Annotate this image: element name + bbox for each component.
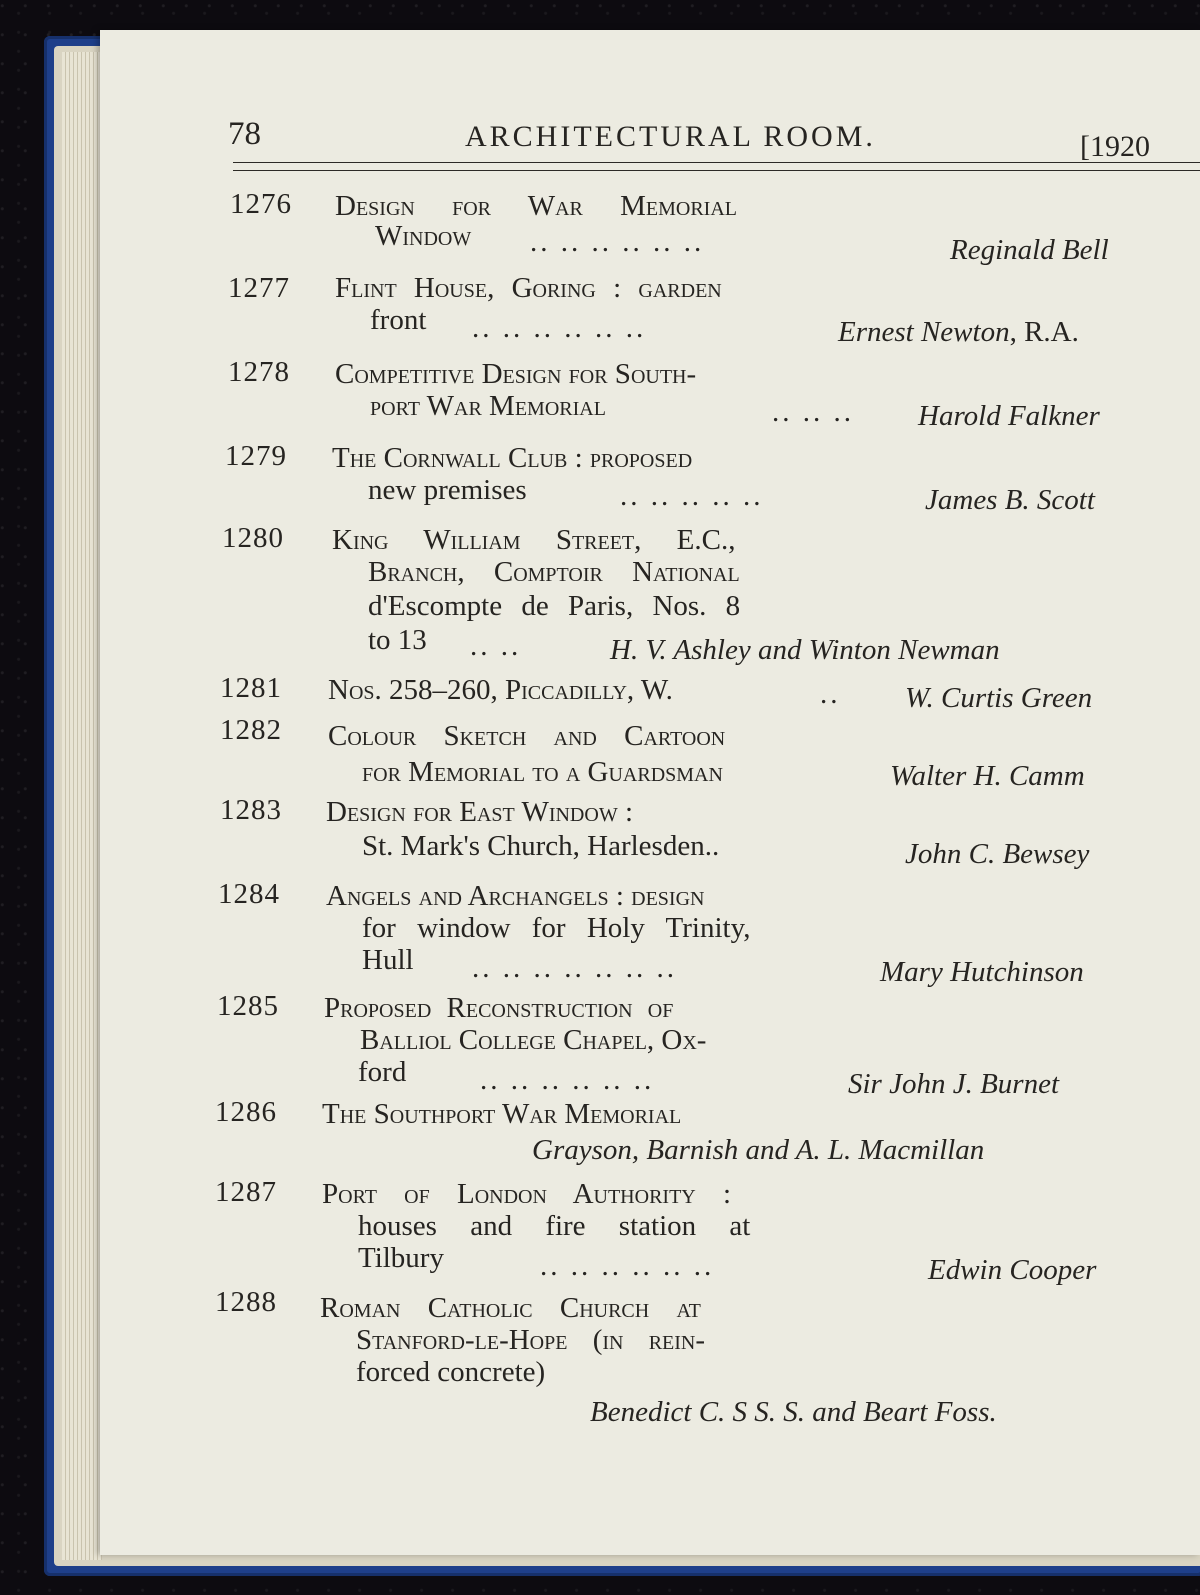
entry-number: 1284	[218, 878, 280, 910]
entry-author: Reginald Bell	[950, 234, 1109, 266]
header-rule	[233, 170, 1200, 171]
entry-title-line: King William Street, E.C.,	[332, 524, 736, 556]
entry-title-line: Flint House, Goring : garden	[335, 272, 722, 304]
entry-author: Grayson, Barnish and A. L. Macmillan	[532, 1134, 985, 1166]
entry-author: Benedict C. S S. S. and Beart Foss.	[590, 1396, 997, 1428]
entry-number: 1283	[220, 794, 282, 826]
entry-title-line: to 13	[368, 624, 427, 656]
running-title: ARCHITECTURAL ROOM.	[465, 120, 876, 153]
year-marker: [1920	[1080, 130, 1150, 163]
dot-leader: .. .. .. .. .. ..	[530, 226, 705, 258]
entry-title-line: The Southport War Memorial	[322, 1098, 682, 1130]
entry-number: 1282	[220, 714, 282, 746]
entry-title-line: houses and fire station at	[358, 1210, 751, 1242]
entry-author: H. V. Ashley and Winton Newman	[610, 634, 1000, 666]
entry-title-line: Port of London Authority :	[322, 1178, 732, 1210]
entry-number: 1288	[215, 1286, 277, 1318]
entry-title-line: for window for Holy Trinity,	[362, 912, 751, 944]
entry-title-line: Proposed Reconstruction of	[324, 992, 674, 1024]
entry-title-line: Roman Catholic Church at	[320, 1292, 701, 1324]
entry-title-line: port War Memorial	[370, 390, 606, 422]
entry-title-line: forced concrete)	[356, 1356, 546, 1388]
entry-title-line: d'Escompte de Paris, Nos. 8	[368, 590, 741, 622]
entry-title-line: ford	[358, 1056, 407, 1088]
dot-leader: .. .. ..	[772, 396, 854, 428]
entry-author: John C. Bewsey	[905, 838, 1090, 870]
entry-title-line: new premises	[368, 474, 527, 506]
entry-number: 1281	[220, 672, 282, 704]
entry-author: Edwin Cooper	[928, 1254, 1097, 1286]
entry-title-line: Design for War Memorial	[335, 190, 738, 222]
entry-title-line: Design for East Window :	[326, 796, 634, 828]
entry-author: Sir John J. Burnet	[848, 1068, 1060, 1100]
entry-title-line: Angels and Archangels : design	[326, 880, 705, 912]
entry-title-line: Stanford-le-Hope (in rein-	[356, 1324, 706, 1356]
book-page	[100, 30, 1200, 1555]
entry-title-line: Tilbury	[358, 1242, 444, 1274]
dot-leader: .. .. .. .. .. ..	[472, 312, 647, 344]
entry-title-line: Window	[375, 220, 472, 252]
entry-title-line: Branch, Comptoir National	[368, 556, 740, 588]
header-rule	[233, 162, 1200, 163]
entry-number: 1287	[215, 1176, 277, 1208]
entry-title-line: St. Mark's Church, Harlesden..	[362, 830, 720, 862]
dot-leader: .. .. .. .. ..	[620, 480, 764, 512]
dot-leader: .. .. .. .. .. ..	[480, 1064, 655, 1096]
entry-author: Ernest Newton, R.A.	[838, 316, 1079, 348]
entry-number: 1276	[230, 188, 292, 220]
entry-title-line: The Cornwall Club : proposed	[332, 442, 693, 474]
entry-title-line: Hull	[362, 944, 414, 976]
entry-number: 1277	[228, 272, 290, 304]
entry-author: W. Curtis Green	[905, 682, 1093, 714]
entry-number: 1285	[217, 990, 279, 1022]
entry-title-line: for Memorial to a Guardsman	[362, 756, 723, 788]
entry-number: 1286	[215, 1096, 277, 1128]
entry-title-line: Competitive Design for South-	[335, 358, 697, 390]
entry-number: 1278	[228, 356, 290, 388]
entry-author: James B. Scott	[925, 484, 1095, 516]
entry-title-line: Colour Sketch and Cartoon	[328, 720, 726, 752]
entry-title-line: Balliol College Chapel, Ox-	[360, 1024, 707, 1056]
dot-leader: .. .. .. .. .. .. ..	[472, 952, 677, 984]
entry-title-line: front	[370, 304, 427, 336]
entry-author: Harold Falkner	[918, 400, 1100, 432]
entry-author: Mary Hutchinson	[880, 956, 1084, 988]
dot-leader: .. .. .. .. .. ..	[540, 1250, 715, 1282]
entry-title-line: Nos. 258–260, Piccadilly, W.	[328, 674, 673, 706]
entry-number: 1279	[225, 440, 287, 472]
entry-author: Walter H. Camm	[890, 760, 1085, 792]
dot-leader: ..	[820, 678, 841, 710]
page-number: 78	[228, 116, 261, 152]
entry-number: 1280	[222, 522, 284, 554]
dot-leader: .. ..	[470, 630, 522, 662]
